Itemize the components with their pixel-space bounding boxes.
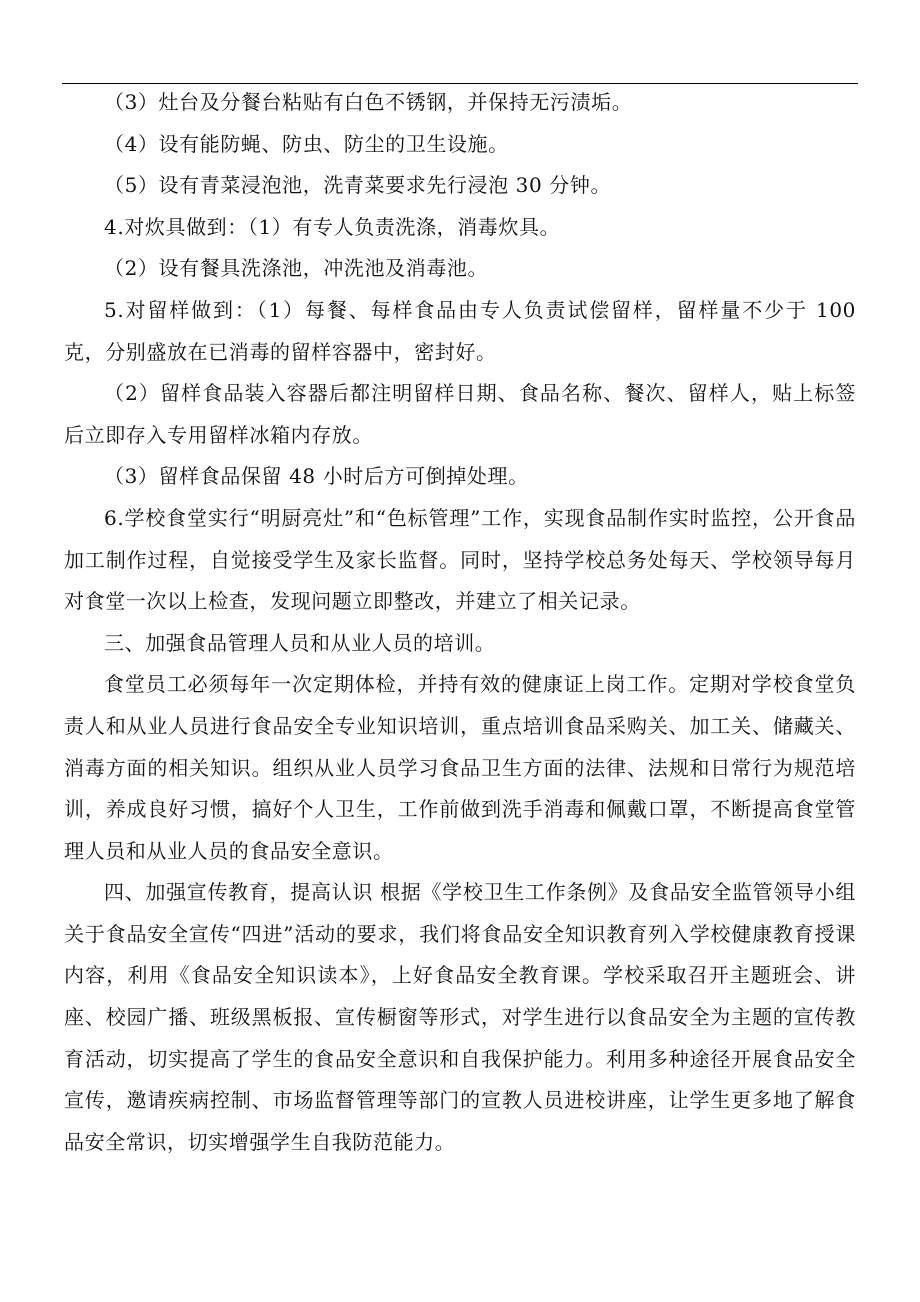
paragraph-sample-item-3: （3）留样食品保留 48 小时后方可倒掉处理。 bbox=[104, 464, 529, 489]
section-heading-training: 三、加强食品管理人员和从业人员的培训。 bbox=[104, 630, 496, 655]
paragraph-sample-item-2: （2）留样食品装入容器后都注明留样日期、食品名称、餐次、留样人，贴上标签后立即存入专用留样冰箱内存放。 bbox=[64, 381, 856, 447]
document-body bbox=[64, 82, 856, 1163]
paragraph-sample-retention: 5.对留样做到：（1）每餐、每样食品由专人负责试偿留样，留样量不少于 100 克，分别盛放在已消毒的留样容器中，密封好。 bbox=[64, 297, 856, 364]
paragraph-open-kitchen: 6.学校食堂实行“明厨亮灶”和“色标管理”工作，实现食品制作实时监控，公开食品加工制作过程，自觉接受学生及家长监督。同时，坚持学校总务处每天、学校领导每月对食堂一次以上检查，发现问题立即整改，并建立了相关记录。 bbox=[64, 505, 856, 614]
paragraph-item-5-vegetable-soak: （5）设有青菜浸泡池，洗青菜要求先行浸泡 30 分钟。 bbox=[104, 173, 612, 198]
paragraph-publicity-education: 四、加强宣传教育，提高认识 根据《学校卫生工作条例》及食品安全监管领导小组关于食品安全宣传“四进”活动的要求，我们将食品安全知识教育列入学校健康教育授课内容，利用《食品安全知识读本》，上好食品安全教育课。学校采取召开主题班会、讲座、校园广播、班级黑板报、宣传橱窗等形式，对学生进行以食品安全为主题的宣传教育活动，切实提高了学生的食品安全意识和自我保护能力。利用多种途径开展食品安全宣传，邀请疾病控制、市场监督管理等部门的宣教人员进校讲座，让学生更多地了解食品安全常识，切实增强学生自我防范能力。 bbox=[64, 880, 856, 1154]
paragraph-cookware: 4.对炊具做到：（1）有专人负责洗涤，消毒炊具。 bbox=[104, 214, 561, 239]
paragraph-item-3-stove: （3）灶台及分餐台粘贴有白色不锈钢，并保持无污渍垢。 bbox=[104, 90, 633, 114]
paragraph-cookware-item-2: （2）设有餐具洗涤池，冲洗池及消毒池。 bbox=[104, 256, 489, 281]
paragraph-staff-training: 食堂员工必须每年一次定期体检，并持有效的健康证上岗工作。定期对学校食堂负责人和从业人员进行食品安全专业知识培训，重点培训食品采购关、加工关、储藏关、消毒方面的相关知识。组织从业人员学习食品卫生方面的法律、法规和日常行为规范培训，养成良好习惯，搞好个人卫生，工作前做到洗手消毒和佩戴口罩，不断提高食堂管理人员和从业人员的食品安全意识。 bbox=[64, 672, 856, 863]
paragraph-item-4-pest-control: （4）设有能防蝇、防虫、防尘的卫生设施。 bbox=[104, 131, 509, 156]
